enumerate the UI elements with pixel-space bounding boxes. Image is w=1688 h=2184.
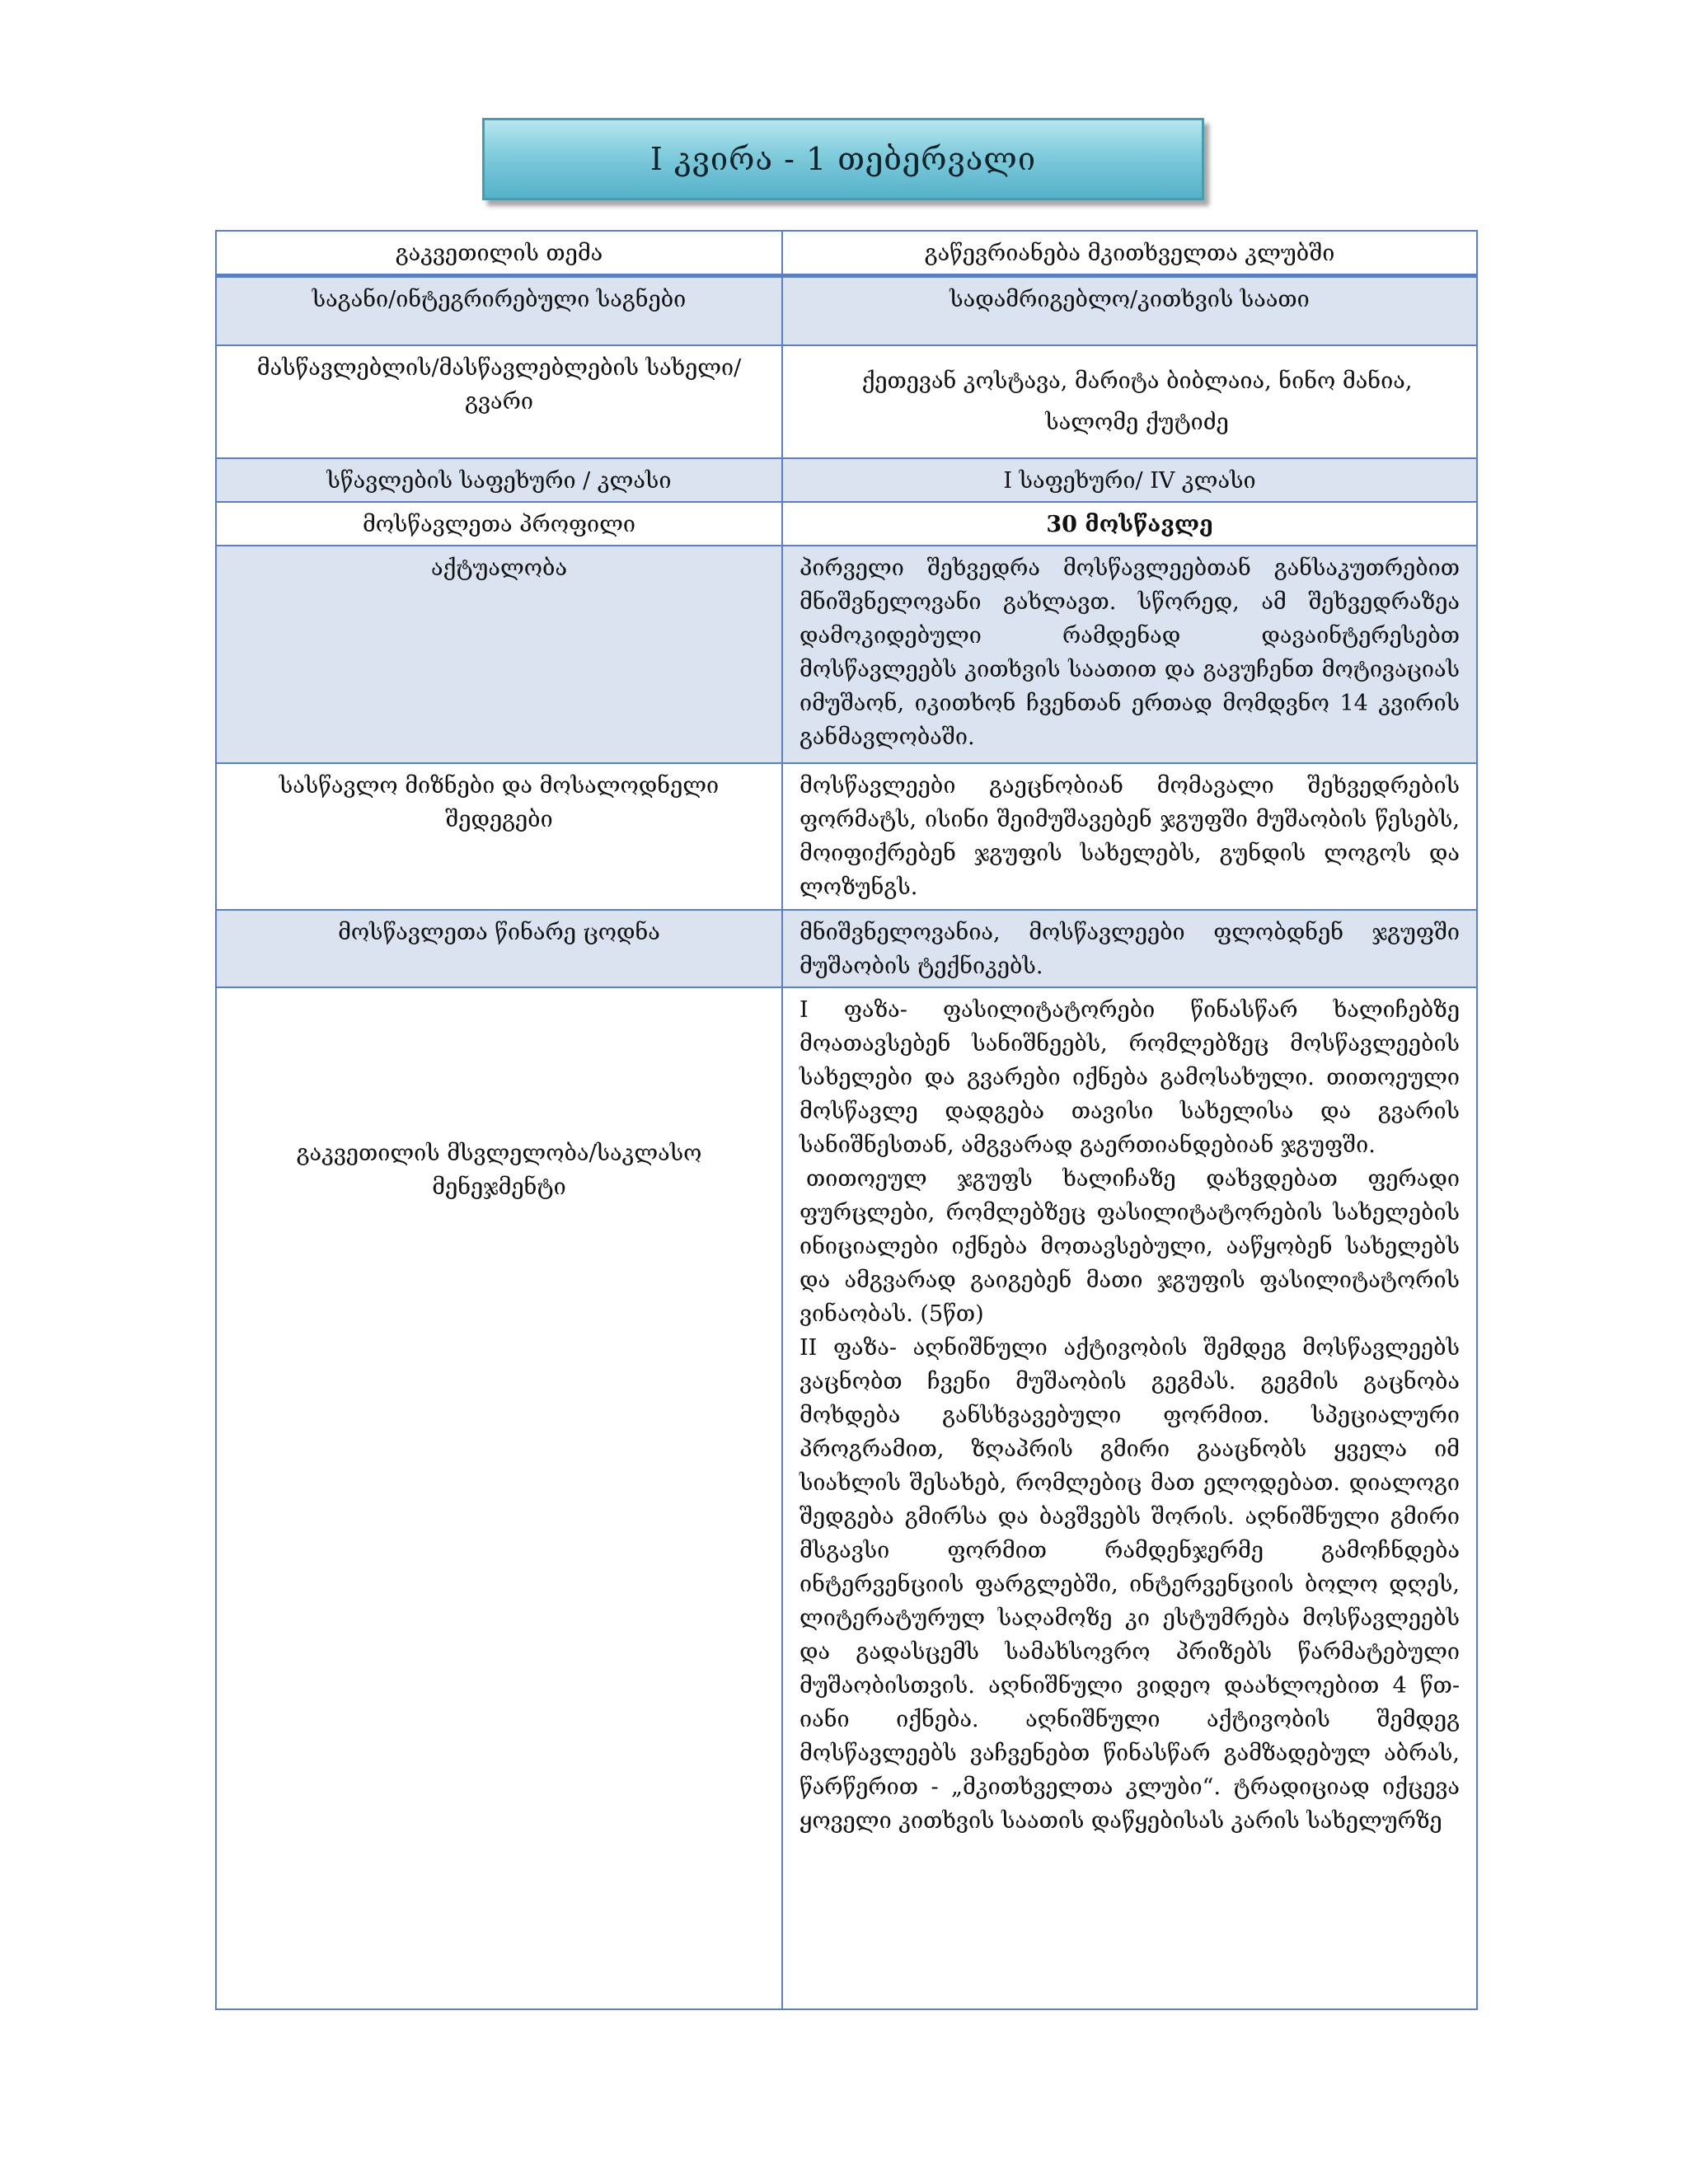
table-row-theme [216,231,1477,276]
table-row-goals [216,763,1477,910]
level-label: სწავლების საფეხური / კლასი [216,458,782,502]
theme-value: გაწევრიანება მკითხველთა კლუბში [782,231,1477,276]
prior-label: მოსწავლეთა წინარე ცოდნა [216,910,782,987]
process-label: გაკვეთილის მსვლელობა/საკლასო მენეჯმენტი [216,987,782,2009]
goals-value: მოსწავლეები გაეცნობიან მომავალი შეხვედრების ფორმატს, ისინი შეიმუშავებენ ჯგუფში მუშაობის წესებს, მოიფიქრებენ ჯგუფის სახელებს, გუნდის ლოგოს და ლოზუნგს. [782,763,1477,910]
teacher-label: მასწავლებლის/მასწავლებლების სახელი/ გვარი [216,345,782,458]
process-paragraph-1: I ფაზა- ფასილიტატორები წინასწარ ხალიჩებზე მოათავსებენ სანიშნეებს, რომლებზეც მოსწავლეების სახელები და გვარები იქნება გამოსახული. თითოეული მოსწავლე დადგება თავისი სახელისა და გვარის სანიშნესთან, ამგვარად გაერთიანდებიან ჯგუფში. [799,996,1460,1158]
table-row-actuality [216,546,1477,763]
theme-label: გაკვეთილის თემა [216,231,782,276]
table-row-level [216,458,1477,502]
table-row-subject [216,276,1477,345]
process-paragraph-3: II ფაზა- აღნიშნული აქტივობის შემდეგ მოსწავლეებს ვაცნობთ ჩვენი მუშაობის გეგმას. გეგმის გაცნობა მოხდება განსხვავებული ფორმით. სპეციალური პროგრამით, ზღაპრის გმირი გააცნობს ყველა იმ სიახლის შესახებ, რომლებიც მათ ელოდებათ. დიალოგი შედგება გმირსა და ბავშვებს შორის. აღნიშნული გმირი მსგავსი ფორმით რამდენჯერმე გამოჩნდება ინტერვენციის ფარგლებში, ინტერვენციის ბოლო დღეს, ლიტერატურულ საღამოზე კი ესტუმრება მოსწავლეებს და გადასცემს სამახსოვრო პრიზებს წარმატებული მუშაობისთვის. აღნიშნული ვიდეო დაახლოებით 4 წთ-იანი იქნება. აღნიშნული აქტივობის შემდეგ მოსწავლეებს ვაჩვენებთ წინასწარ გამზადებულ აბრას, წარწერით - „მკითხველთა კლუბი“. ტრადიციად იქცევა ყოველი კითხვის საათის დაწყებისას კარის სახელურზე [799,1334,1460,1834]
profile-label: მოსწავლეთა პროფილი [216,502,782,546]
table-row-process [216,987,1477,2009]
lesson-plan-table [215,230,1478,2010]
table-row-prior-knowledge [216,910,1477,987]
teacher-value: ქეთევან კოსტავა, მარიტა ბიბლაია, ნინო მანია, სალომე ქუტიძე [782,345,1477,458]
goals-label: სასწავლო მიზნები და მოსალოდნელი შედეგები [216,763,782,910]
page-title-banner [482,118,1204,200]
table-row-teacher [216,345,1477,458]
actuality-value: პირველი შეხვედრა მოსწავლეებთან განსაკუთრებით მნიშვნელოვანი გახლავთ. სწორედ, ამ შეხვედრაზეა დამოკიდებული რამდენად დავაინტერესებთ მოსწავლეებს კითხვის საათით და გავუჩენთ მოტივაციას იმუშაონ, იკითხონ ჩვენთან ერთად მომდვნო 14 კვირის განმავლობაში. [782,546,1477,763]
table-row-profile [216,502,1477,546]
subject-value: სადამრიგებლო/კითხვის საათი [782,276,1477,345]
page-title: I კვირა - 1 თებერვალი [649,141,1037,177]
process-paragraph-2: თითოეულ ჯგუფს ხალიჩაზე დახვდებათ ფერადი ფურცლები, რომლებზეც ფასილიტატორების სახელების ინიციალები იქნება მოთავსებული, ააწყობენ სახელებს და ამგვარად გაიგებენ მათი ჯგუფის ფასილიტატორის ვინაობას. (5წთ) [799,1165,1460,1327]
subject-label: საგანი/ინტეგრირებული საგნები [216,276,782,345]
actuality-label: აქტუალობა [216,546,782,763]
profile-value: 30 მოსწავლე [782,502,1477,546]
prior-value: მნიშვნელოვანია, მოსწავლეები ფლობდნენ ჯგუფში მუშაობის ტექნიკებს. [782,910,1477,987]
level-value: I საფეხური/ IV კლასი [782,458,1477,502]
process-value [782,987,1477,2009]
